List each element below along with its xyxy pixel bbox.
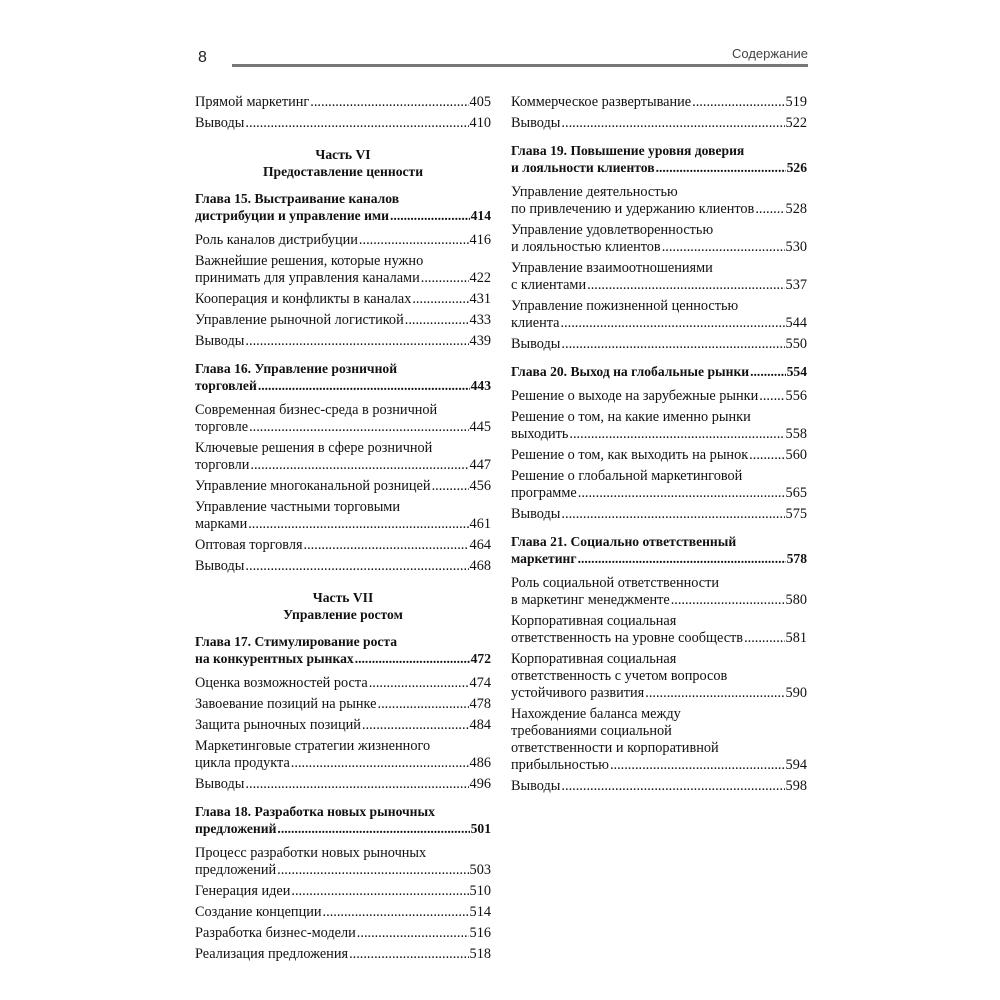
chapter-heading[interactable]: Глава 20. Выход на глобальные рынки ..... 554 bbox=[511, 363, 807, 380]
dot-leader bbox=[587, 277, 784, 294]
chapter-heading[interactable]: Глава 17. Стимулирование роста на конкурентных рынках ..... 472 bbox=[195, 633, 491, 667]
toc-entry[interactable]: Корпоративная социальная ответственность с учетом вопросов устойчивого развития ..... 590 bbox=[511, 651, 807, 702]
toc-page: 530 bbox=[785, 239, 807, 255]
dot-leader bbox=[645, 685, 784, 702]
dot-leader bbox=[569, 426, 784, 443]
toc-page: 414 bbox=[470, 208, 491, 223]
toc-page: 514 bbox=[469, 904, 491, 920]
dot-leader bbox=[390, 207, 470, 224]
toc-entry[interactable]: Управление многоканальной розницей ..... 456 bbox=[195, 478, 491, 495]
toc-page: 578 bbox=[786, 551, 807, 566]
dot-leader bbox=[578, 550, 786, 567]
part-heading: Часть VII Управление ростом bbox=[283, 590, 403, 622]
toc-page: 519 bbox=[785, 94, 807, 110]
page-number: 8 bbox=[198, 49, 207, 66]
toc-page: 447 bbox=[469, 457, 491, 473]
dot-leader bbox=[610, 757, 785, 774]
toc-page: 554 bbox=[786, 364, 807, 379]
dot-leader bbox=[405, 312, 469, 329]
toc-page: 461 bbox=[469, 516, 491, 532]
chapter-heading[interactable]: Глава 16. Управление розничной торговлей ..... 443 bbox=[195, 360, 491, 394]
part-heading: Часть VI Предоставление ценности bbox=[262, 147, 424, 179]
dot-leader bbox=[277, 820, 469, 837]
toc-entry[interactable]: Коммерческое развертывание ..... 519 bbox=[511, 94, 807, 111]
dot-leader bbox=[561, 506, 784, 523]
toc-page: 478 bbox=[469, 696, 491, 712]
dot-leader bbox=[359, 232, 469, 249]
dot-leader bbox=[277, 862, 468, 879]
dot-leader bbox=[656, 159, 786, 176]
toc-entry[interactable]: Корпоративная социальная ответственность на уровне сообществ ..... 581 bbox=[511, 613, 807, 647]
toc-page: 565 bbox=[785, 485, 807, 501]
toc-entry[interactable]: Выводы ..... 439 bbox=[195, 333, 491, 350]
dot-leader bbox=[755, 201, 784, 218]
toc-entry[interactable]: Роль социальной ответственности в маркетинг менеджменте ..... 580 bbox=[511, 575, 807, 609]
toc-entry[interactable]: Выводы ..... 410 bbox=[195, 115, 491, 132]
toc-entry[interactable]: Оценка возможностей роста ..... 474 bbox=[195, 675, 491, 692]
dot-leader bbox=[432, 478, 469, 495]
dot-leader bbox=[248, 516, 468, 533]
header-rule bbox=[232, 64, 808, 67]
dot-leader bbox=[561, 115, 784, 132]
toc-page: 405 bbox=[469, 94, 491, 110]
dot-leader bbox=[759, 388, 784, 405]
toc-page: 433 bbox=[469, 312, 491, 328]
toc-entry[interactable]: Современная бизнес-среда в розничной торговле ..... 445 bbox=[195, 402, 491, 436]
dot-leader bbox=[249, 419, 468, 436]
toc-page: 510 bbox=[469, 883, 491, 899]
toc-page: 464 bbox=[469, 537, 491, 553]
toc-page: 416 bbox=[469, 232, 491, 248]
dot-leader bbox=[362, 717, 469, 734]
toc-page: 594 bbox=[785, 757, 807, 773]
toc-entry[interactable]: Решение о том, как выходить на рынок ..... 560 bbox=[511, 447, 807, 464]
dot-leader bbox=[258, 377, 470, 394]
toc-page: 544 bbox=[785, 315, 807, 331]
toc-entry[interactable]: Управление удовлетворенностью и лояльностью клиентов ..... 530 bbox=[511, 222, 807, 256]
dot-leader bbox=[323, 904, 469, 921]
toc-page: 528 bbox=[785, 201, 807, 217]
toc-entry[interactable]: Важнейшие решения, которые нужно принимать для управления каналами ..... 422 bbox=[195, 253, 491, 287]
toc-entry[interactable]: Решение о том, на какие именно рынки выходить ..... 558 bbox=[511, 409, 807, 443]
toc-page: 518 bbox=[469, 946, 491, 962]
toc-page: 431 bbox=[469, 291, 491, 307]
toc-entry[interactable]: Реализация предложения ..... 518 bbox=[195, 946, 491, 963]
toc-entry[interactable]: Выводы ..... 496 bbox=[195, 776, 491, 793]
toc-page: 445 bbox=[469, 419, 491, 435]
toc-page: 526 bbox=[786, 160, 807, 175]
toc-page: 550 bbox=[785, 336, 807, 352]
toc-page: 443 bbox=[470, 378, 491, 393]
toc-page: 484 bbox=[469, 717, 491, 733]
dot-leader bbox=[349, 946, 468, 963]
dot-leader bbox=[250, 457, 468, 474]
toc-entry[interactable]: Управление деятельностью по привлечению и удержанию клиентов ..... 528 bbox=[511, 184, 807, 218]
toc-entry[interactable]: Разработка бизнес-модели ..... 516 bbox=[195, 925, 491, 942]
dot-leader bbox=[744, 630, 784, 647]
toc-page: 580 bbox=[785, 592, 807, 608]
chapter-heading[interactable]: Глава 19. Повышение уровня доверия и лояльности клиентов ..... 526 bbox=[511, 142, 807, 176]
toc-entry[interactable]: Выводы ..... 522 bbox=[511, 115, 807, 132]
dot-leader bbox=[578, 485, 785, 502]
toc-page: 472 bbox=[470, 651, 491, 666]
toc-page: 410 bbox=[469, 115, 491, 131]
toc-page: 522 bbox=[785, 115, 807, 131]
toc-entry[interactable]: Нахождение баланса между требованиями социальной ответственности и корпоративной прибыльностью ..... 594 bbox=[511, 706, 807, 774]
toc-page: 474 bbox=[469, 675, 491, 691]
toc-entry[interactable]: Создание концепции ..... 514 bbox=[195, 904, 491, 921]
toc-page: 560 bbox=[785, 447, 807, 463]
toc-page: 468 bbox=[469, 558, 491, 574]
toc-entry[interactable]: Оптовая торговля ..... 464 bbox=[195, 537, 491, 554]
chapter-heading[interactable]: Глава 18. Разработка новых рыночных предложений ..... 501 bbox=[195, 803, 491, 837]
dot-leader bbox=[750, 363, 785, 380]
dot-leader bbox=[369, 675, 469, 692]
toc-entry[interactable]: Управление пожизненной ценностью клиента ..... 544 bbox=[511, 298, 807, 332]
dot-leader bbox=[662, 239, 785, 256]
toc-page: 439 bbox=[469, 333, 491, 349]
dot-leader bbox=[245, 115, 468, 132]
toc-page: 537 bbox=[785, 277, 807, 293]
toc-page: 503 bbox=[469, 862, 491, 878]
dot-leader bbox=[357, 925, 469, 942]
toc-entry[interactable]: Роль каналов дистрибуции ..... 416 bbox=[195, 232, 491, 249]
toc-entry[interactable]: Решение о выходе на зарубежные рынки ..... 556 bbox=[511, 388, 807, 405]
toc-entry[interactable]: Прямой маркетинг ..... 405 bbox=[195, 94, 491, 111]
dot-leader bbox=[421, 270, 469, 287]
dot-leader bbox=[378, 696, 469, 713]
toc-entry[interactable]: Выводы ..... 468 bbox=[195, 558, 491, 575]
toc-right-column bbox=[511, 94, 807, 799]
toc-page: 496 bbox=[469, 776, 491, 792]
dot-leader bbox=[561, 315, 785, 332]
toc-entry[interactable]: Выводы ..... 550 bbox=[511, 336, 807, 353]
toc-page: 516 bbox=[469, 925, 491, 941]
toc-entry[interactable]: Завоевание позиций на рынке ..... 478 bbox=[195, 696, 491, 713]
toc-page: 422 bbox=[469, 270, 491, 286]
toc-page: 575 bbox=[785, 506, 807, 522]
toc-left-column bbox=[195, 94, 491, 967]
toc-page: 581 bbox=[785, 630, 807, 646]
dot-leader bbox=[245, 333, 468, 350]
chapter-heading[interactable]: Глава 21. Социально ответственный маркетинг ..... 578 bbox=[511, 533, 807, 567]
dot-leader bbox=[291, 755, 469, 772]
dot-leader bbox=[245, 776, 468, 793]
dot-leader bbox=[692, 94, 784, 111]
dot-leader bbox=[355, 650, 470, 667]
dot-leader bbox=[561, 336, 784, 353]
toc-entry[interactable]: Ключевые решения в сфере розничной торговли ..... 447 bbox=[195, 440, 491, 474]
toc-page: 558 bbox=[785, 426, 807, 442]
toc-entry[interactable]: Управление рыночной логистикой ..... 433 bbox=[195, 312, 491, 329]
toc-entry[interactable]: Выводы ..... 575 bbox=[511, 506, 807, 523]
toc-page: 456 bbox=[469, 478, 491, 494]
dot-leader bbox=[412, 291, 468, 308]
dot-leader bbox=[291, 883, 468, 900]
toc-entry[interactable]: Решение о глобальной маркетинговой программе ..... 565 bbox=[511, 468, 807, 502]
toc-entry[interactable]: Защита рыночных позиций ..... 484 bbox=[195, 717, 491, 734]
toc-page: 556 bbox=[785, 388, 807, 404]
toc-page: 486 bbox=[469, 755, 491, 771]
dot-leader bbox=[561, 778, 784, 795]
chapter-heading[interactable]: Глава 15. Выстраивание каналов дистрибуции и управление ими ..... 414 bbox=[195, 190, 491, 224]
dot-leader bbox=[245, 558, 468, 575]
toc-entry[interactable]: Управление взаимоотношениями с клиентами ..... 537 bbox=[511, 260, 807, 294]
toc-page: 501 bbox=[470, 821, 491, 836]
toc-page: 590 bbox=[785, 685, 807, 701]
toc-page: 598 bbox=[785, 778, 807, 794]
toc-entry[interactable]: Процесс разработки новых рыночных предложений ..... 503 bbox=[195, 845, 491, 879]
running-head: Содержание bbox=[732, 46, 808, 61]
toc-entry[interactable]: Генерация идеи ..... 510 bbox=[195, 883, 491, 900]
toc-entry[interactable]: Управление частными торговыми марками ..... 461 bbox=[195, 499, 491, 533]
dot-leader bbox=[310, 94, 468, 111]
toc-entry[interactable]: Выводы ..... 598 bbox=[511, 778, 807, 795]
toc-entry[interactable]: Кооперация и конфликты в каналах ..... 431 bbox=[195, 291, 491, 308]
dot-leader bbox=[749, 447, 784, 464]
dot-leader bbox=[671, 592, 785, 609]
toc-entry[interactable]: Маркетинговые стратегии жизненного цикла продукта ..... 486 bbox=[195, 738, 491, 772]
dot-leader bbox=[304, 537, 469, 554]
